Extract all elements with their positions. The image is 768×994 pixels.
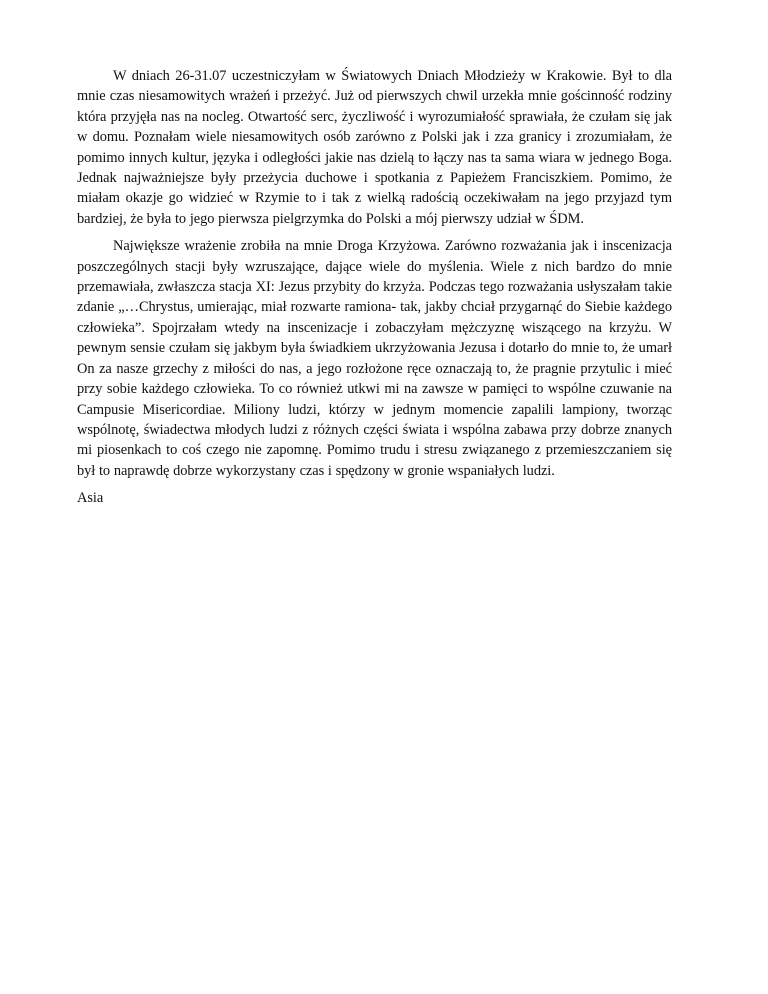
signature: Asia (77, 490, 104, 507)
paragraph-1: W dniach 26-31.07 uczestniczyłam w Światowych Dniach Młodzieży w Krakowie. Był to dla mnie czas niesamowitych wrażeń i przeżyć. Już od pierwszych chwil urzekła mnie gościnność rodziny która przyjęła nas na nocleg. Otwartość serc, życzliwość i wyrozumiałość sprawiała, że czułam się jak w domu. Poznałam wiele niesamowitych osób zarówno z Polski jak i zza granicy i zrozumiałam, że pomimo innych kultur, języka i odległości jakie nas dzielą to łączy nas ta sama wiara w jednego Boga. Jednak najważniejsze były przeżycia duchowe i spotkania z Papieżem Franciszkiem. Pomimo, że miałam okazje go widzieć w Rzymie to i tak z wielką radością oczekiwałam na jego przyjazd tym bardziej, że była to jego pierwsza pielgrzymka do Polski a mój pierwszy udział w ŚDM. (77, 68, 672, 227)
paragraph-2: Największe wrażenie zrobiła na mnie Droga Krzyżowa. Zarówno rozważania jak i inscenizacja poszczególnych stacji były wzruszające, dające wiele do myślenia. Wiele z nich bardzo do mnie przemawiała, zwłaszcza stacja XI: Jezus przybity do krzyża. Podczas tego rozważania usłyszałam takie zdanie „…Chrystus, umierając, miał rozwarte ramiona- tak, jakby chciał przygarnąć do Siebie każdego człowieka”. Spojrzałam wtedy na inscenizacje i zobaczyłam mężczyznę wiszącego na krzyżu. W pewnym sensie czułam się jakbym była świadkiem ukrzyżowania Jezusa i dotarło do mnie to, że umarł On za nasze grzechy z miłości do nas, a jego rozłożone ręce oznaczają to, że pragnie przytulic i mieć przy sobie każdego człowieka. To co również utkwi mi na zawsze w pamięci to wspólne czuwanie na Campusie Misericordiae. Miliony ludzi, którzy w jednym momencie zapalili lampiony, tworząc wspólnotę, świadectwa młodych ludzi z różnych części świata i wspólna zabawa przy dobrze znanych mi piosenkach to coś czego nie zapomnę. Pomimo trudu i stresu związanego z przemieszczaniem się był to naprawdę dobrze wykorzystany czas i spędzony w gronie wspaniałych ludzi. (77, 238, 672, 479)
document-body (77, 66, 672, 509)
